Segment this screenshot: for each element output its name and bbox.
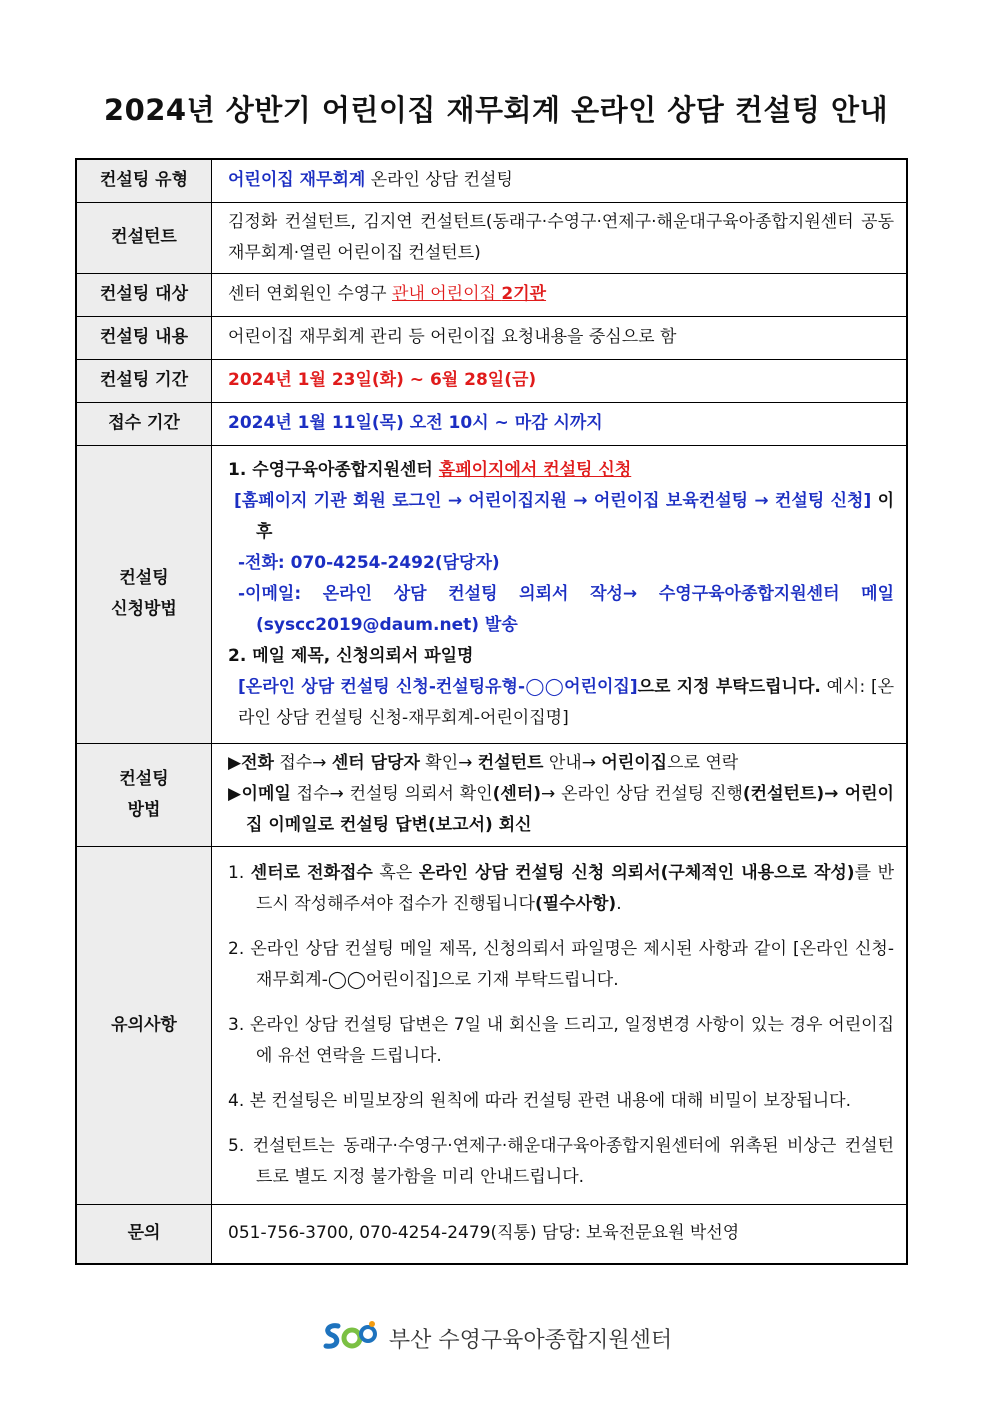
- apply-step2-detail: [228, 672, 894, 734]
- note-1-segment: 1.: [228, 862, 251, 883]
- row-contact: [76, 1204, 907, 1264]
- label-apply-line2: 신청방법: [111, 599, 177, 619]
- row-notes: [76, 846, 907, 1204]
- note-1-segment: 를 반드시 작성해주셔야 접수가 진행됩니다: [256, 862, 895, 914]
- row-consultant: [76, 202, 907, 273]
- apply-phone: -전화: 070-4254-2492(담당자): [238, 552, 500, 573]
- apply-path: [228, 486, 894, 548]
- method-phone-segment: 센터 담당자: [331, 753, 420, 773]
- label-notes: 유의사항: [76, 846, 212, 1204]
- method-email-segment: (센터): [492, 784, 542, 804]
- value-target-red-text: 관내 어린이집: [392, 284, 502, 304]
- note-2: 2. 온라인 상담 컨설팅 메일 제목, 신청의뢰서 파일명은 제시된 사항과 같이 [온라인 신청-재무회계-◯◯어린이집]으로 기재 부탁드립니다.: [228, 938, 894, 990]
- footer: [0, 1318, 992, 1358]
- note-1: [228, 858, 894, 920]
- row-target: [76, 273, 907, 316]
- row-method: [76, 743, 907, 846]
- value-notes: [212, 846, 908, 1204]
- info-table: [75, 158, 908, 1265]
- value-apply: [212, 445, 908, 743]
- apply-step2-request: 으로 지정 부탁드립니다.: [637, 676, 821, 697]
- value-reception: 2024년 1월 11일(목) 오전 10시 ~ 마감 시까지: [212, 402, 908, 445]
- method-email-segment: 이메일: [241, 784, 291, 804]
- method-email-flow: [228, 779, 894, 841]
- apply-homepage-link[interactable]: 홈페이지에서 컨설팅 신청: [438, 459, 632, 480]
- value-contact: 051-756-3700, 070-4254-2479(직통) 담당: 보육전문요원 박선영: [212, 1204, 908, 1264]
- label-content: 컨설팅 내용: [76, 316, 212, 359]
- label-type: 컨설팅 유형: [76, 159, 212, 202]
- method-email-segment: (컨설턴트)→ 어린이집 이메일로 컨설팅 답변(보고서) 회신: [246, 784, 894, 835]
- method-phone-segment: 컨설턴트: [477, 753, 544, 773]
- label-apply: [76, 445, 212, 743]
- label-method-line2: 방법: [127, 799, 161, 820]
- note-5: 5. 컨설턴트는 동래구·수영구·연제구·해운대구육아종합지원센터에 위촉된 비상근 컨설턴트로 별도 지정 불가함을 미리 안내드립니다.: [228, 1135, 894, 1187]
- center-name: 부산 수영구육아종합지원센터: [388, 1327, 673, 1353]
- value-type-rest: 온라인 상담 컨설팅: [365, 170, 513, 191]
- page-title: 2024년 상반기 어린이집 재무회계 온라인 상담 컨설팅 안내: [103, 93, 889, 127]
- value-type-highlight: 어린이집 재무회계: [228, 170, 366, 191]
- apply-step1-prefix: 1. 수영구육아종합지원센터: [228, 459, 439, 480]
- value-target: [212, 273, 908, 316]
- method-phone-flow: [228, 748, 894, 779]
- value-target-plain: 센터 연회원인 수영구: [228, 284, 393, 304]
- apply-path-text: [홈페이지 기관 회원 로그인 → 어린이집지원 → 어린이집 보육컨설팅 → 컨설팅 신청]: [234, 490, 872, 511]
- method-phone-segment: 확인→: [419, 753, 478, 773]
- apply-step2-format: [온라인 상담 컨설팅 신청-컨설팅유형-◯◯어린이집]: [238, 676, 638, 697]
- label-contact: 문의: [76, 1204, 212, 1264]
- center-logo: [320, 1318, 378, 1358]
- note-4: 4. 본 컨설팅은 비밀보장의 원칙에 따라 컨설팅 관련 내용에 대해 비밀이 보장됩니다.: [228, 1090, 851, 1111]
- method-phone-segment: 안내→: [543, 753, 602, 773]
- note-3: 3. 온라인 상담 컨설팅 답변은 7일 내 회신을 드리고, 일정변경 사항이 있는 경우 어린이집에 유선 연락을 드립니다.: [228, 1014, 894, 1066]
- note-1-segment: 혹은: [372, 862, 419, 883]
- value-content: 어린이집 재무회계 관리 등 어린이집 요청내용을 중심으로 함: [212, 316, 908, 359]
- method-email-segment: ▶: [228, 784, 242, 804]
- note-1-segment: 센터로 전화접수: [250, 862, 373, 883]
- method-phone-segment: ▶: [228, 753, 242, 773]
- row-period: [76, 359, 907, 402]
- center-logo-icon: [320, 1318, 378, 1354]
- label-reception: 접수 기간: [76, 402, 212, 445]
- value-target-count: 2기관: [501, 284, 547, 304]
- apply-step1: [228, 455, 894, 486]
- value-method: [212, 743, 908, 846]
- note-1-segment: 온라인 상담 컨설팅 신청 의뢰서(구체적인 내용으로 작성): [418, 862, 855, 883]
- method-phone-segment: 으로 연락: [667, 753, 739, 773]
- row-apply: [76, 445, 907, 743]
- apply-step2-example: 예시: [온라인 상담 컨설팅 신청-재무회계-어린이집명]: [238, 676, 895, 728]
- method-email-segment: → 온라인 상담 컨설팅 진행: [541, 784, 743, 804]
- apply-step2: 2. 메일 제목, 신청의뢰서 파일명: [228, 645, 474, 666]
- method-email-segment: 접수→ 컨설팅 의뢰서 확인: [290, 784, 493, 804]
- label-consultant: 컨설턴트: [76, 202, 212, 273]
- label-target: 컨설팅 대상: [76, 273, 212, 316]
- value-type: [212, 159, 908, 202]
- row-type: [76, 159, 907, 202]
- label-method-line1: 컨설팅: [119, 768, 169, 789]
- row-content: [76, 316, 907, 359]
- value-period: 2024년 1월 23일(화) ~ 6월 28일(금): [212, 359, 908, 402]
- method-phone-segment: 전화: [241, 753, 274, 773]
- label-period: 컨설팅 기간: [76, 359, 212, 402]
- row-reception: [76, 402, 907, 445]
- note-1-segment: .: [616, 893, 622, 914]
- method-phone-segment: 접수→: [273, 753, 332, 773]
- method-phone-segment: 어린이집: [601, 753, 668, 773]
- apply-email: -이메일: 온라인 상담 컨설팅 의뢰서 작성→ 수영구육아종합지원센터 메일(syscc2019@daum.net) 발송: [238, 583, 894, 635]
- value-target-red: [392, 284, 546, 304]
- label-method: [76, 743, 212, 846]
- label-apply-line1: 컨설팅: [119, 568, 169, 588]
- apply-path-after: 이후: [256, 490, 894, 542]
- note-1-segment: (필수사항): [534, 893, 617, 914]
- value-consultant: 김정화 컨설턴트, 김지연 컨설턴트(동래구·수영구·연제구·해운대구육아종합지원센터 공동 재무회계·열린 어린이집 컨설턴트): [212, 202, 908, 273]
